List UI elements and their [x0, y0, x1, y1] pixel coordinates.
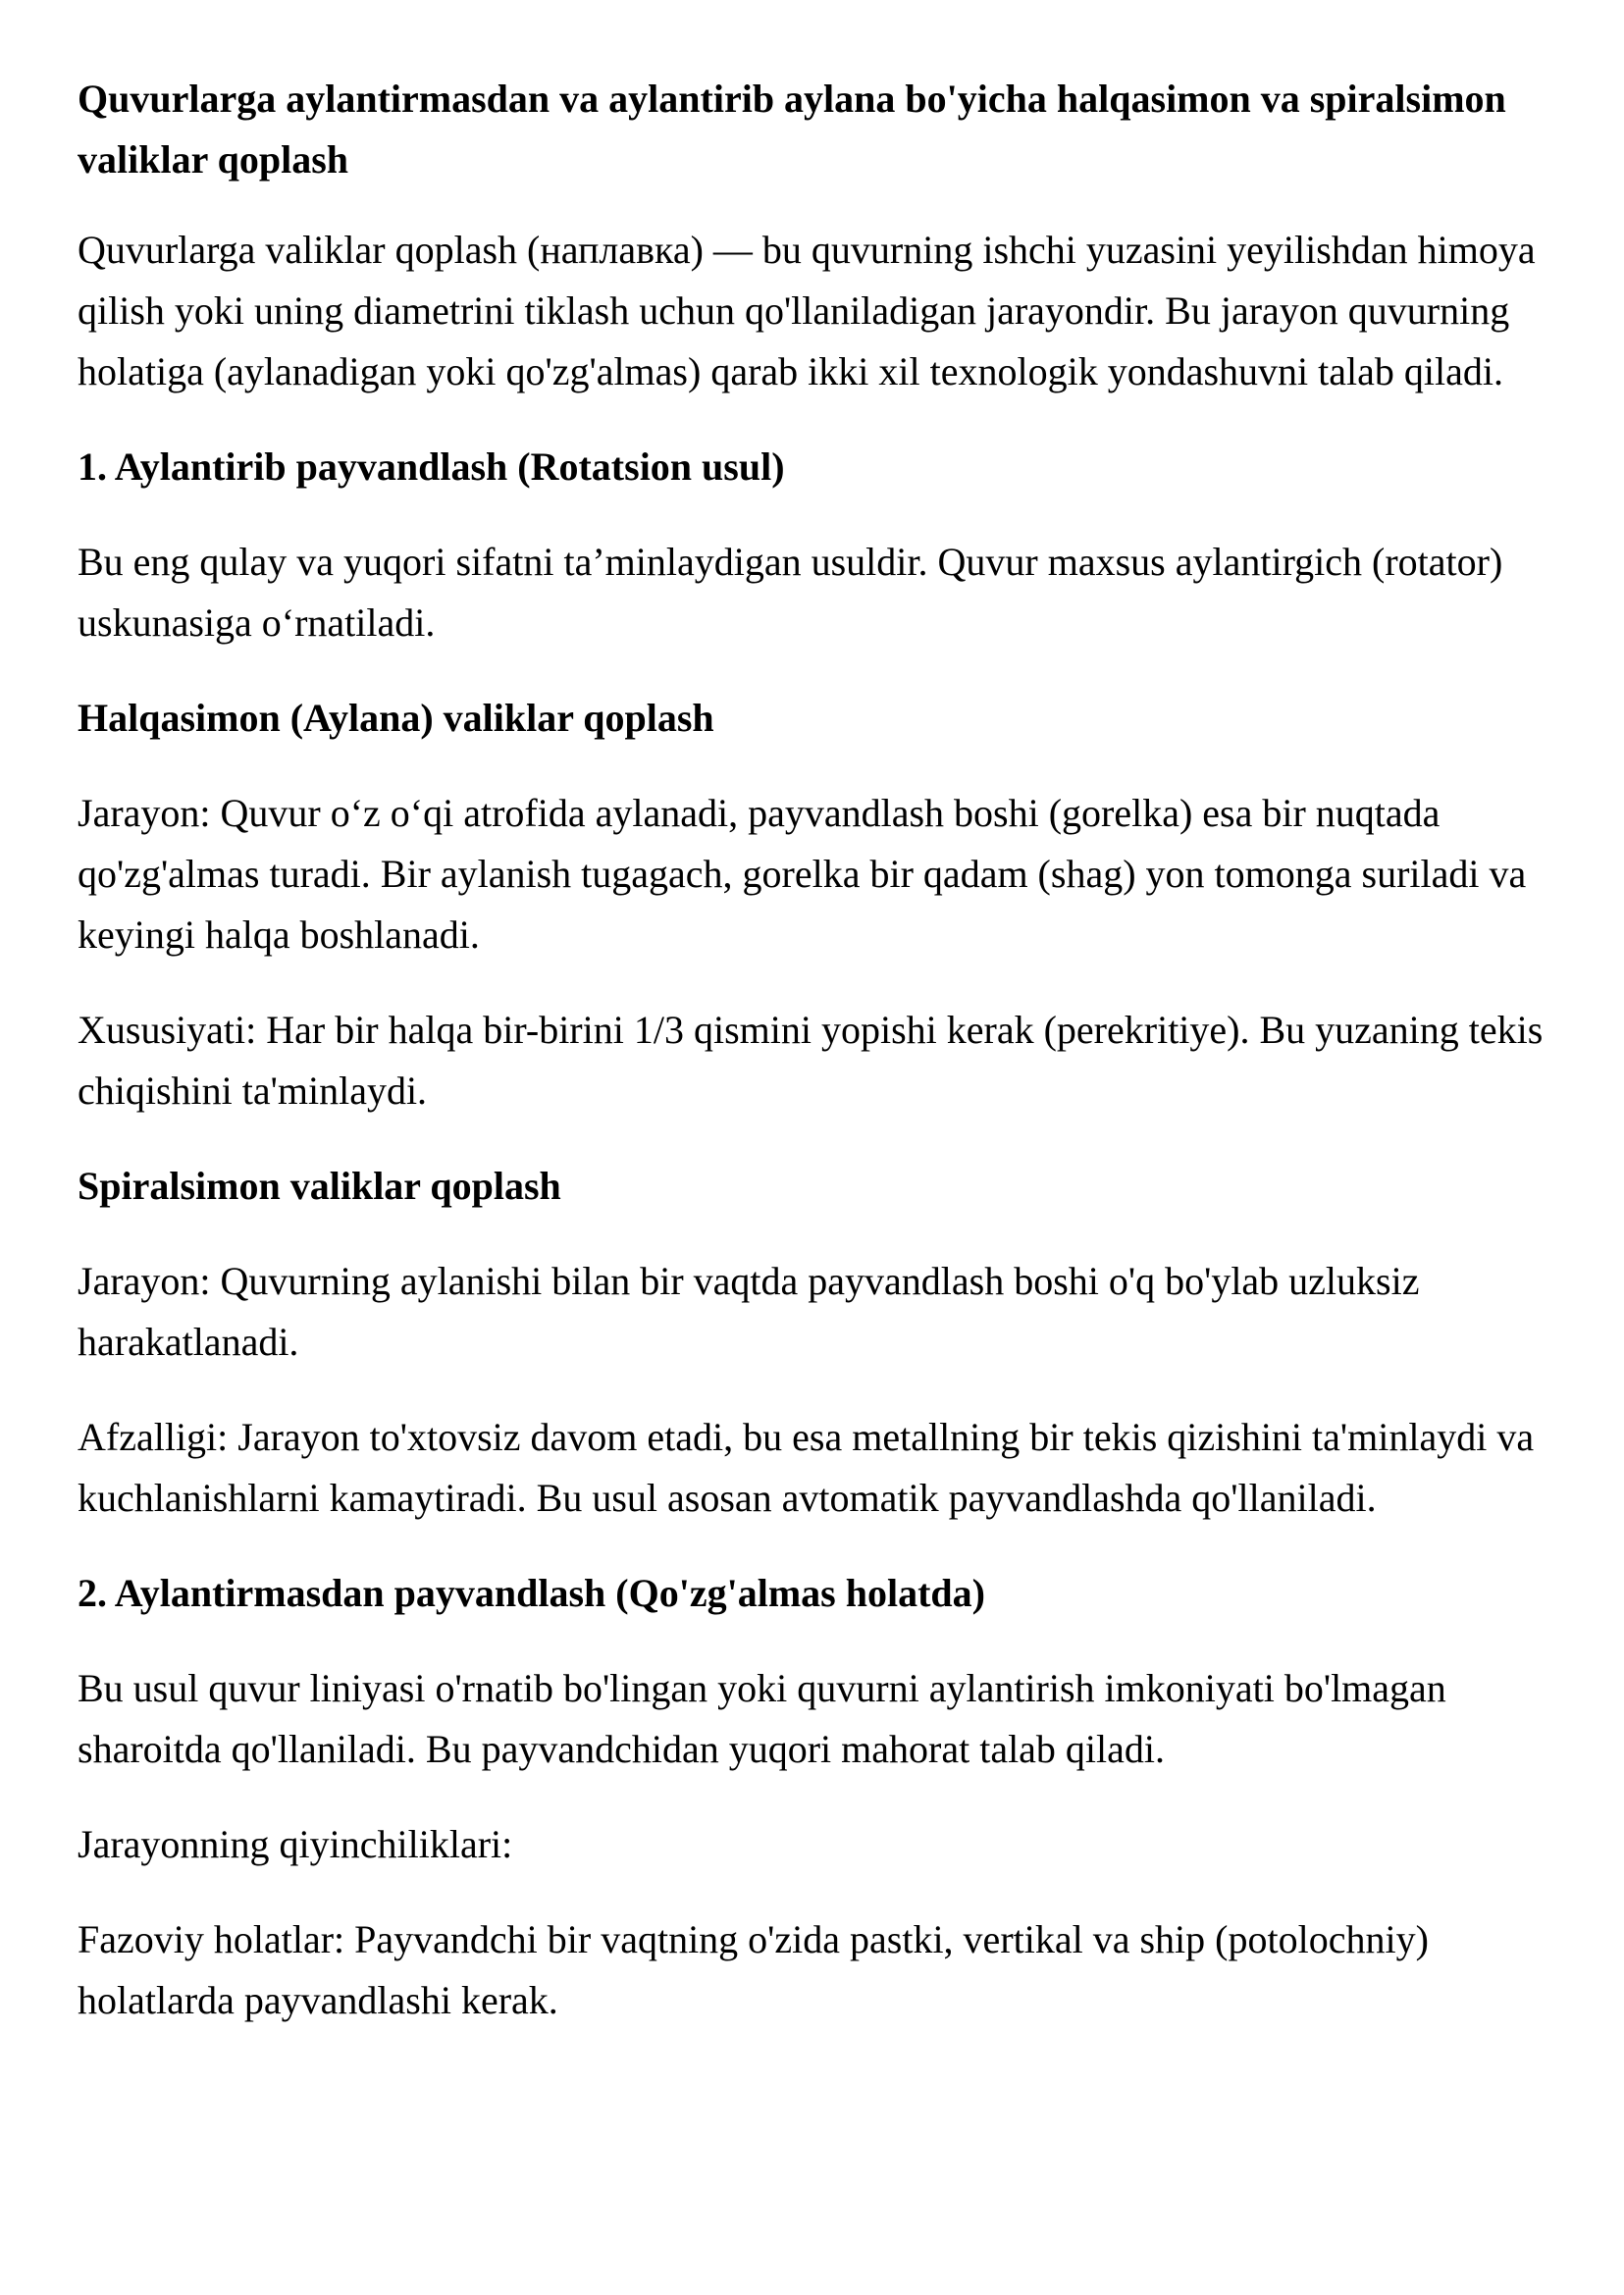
- ring-feature-paragraph: Xususiyati: Har bir halqa bir-birini 1/3 qismini yopishi kerak (perekritiye). Bu yuzaning tekis chiqishini ta'minlaydi.: [78, 1008, 1544, 1113]
- section-2-heading: 2. Aylantirmasdan payvandlash (Qo'zg'almas holatda): [78, 1571, 985, 1615]
- spiral-advantage-paragraph: Afzalligi: Jarayon to'xtovsiz davom etadi, bu esa metallning bir tekis qizishini ta'minlaydi va kuchlanishlarni kamaytiradi. Bu usul asosan avtomatik payvandlashda qo'llaniladi.: [78, 1415, 1535, 1520]
- section-1-paragraph: Bu eng qulay va yuqori sifatni ta’minlaydigan usuldir. Quvur maxsus aylantirgich (rotator) uskunasiga o‘rnatiladi.: [78, 540, 1503, 645]
- spiral-process-paragraph: Jarayon: Quvurning aylanishi bilan bir vaqtda payvandlash boshi o'q bo'ylab uzluksiz harakatlanadi.: [78, 1259, 1420, 1364]
- document-page: [78, 69, 1579, 2065]
- document-title: Quvurlarga aylantirmasdan va aylantirib aylana bo'yicha halqasimon va spiralsimon valiklar qoplash: [78, 77, 1506, 182]
- section-2-paragraph: Bu usul quvur liniyasi o'rnatib bo'lingan yoki quvurni aylantirish imkoniyati bo'lmagan sharoitda qo'llaniladi. Bu payvandchidan yuqori mahorat talab qiladi.: [78, 1666, 1446, 1771]
- ring-process-paragraph: Jarayon: Quvur o‘z o‘qi atrofida aylanadi, payvandlash boshi (gorelka) esa bir nuqtada qo'zg'almas turadi. Bir aylanish tugagach, gorelka bir qadam (shag) yon tomonga suriladi va keyingi halqa boshlanadi.: [78, 791, 1527, 957]
- ring-bead-heading: Halqasimon (Aylana) valiklar qoplash: [78, 696, 714, 740]
- intro-paragraph: Quvurlarga valiklar qoplash (наплавка) — bu quvurning ishchi yuzasini yeyilishdan himoya qilish yoki uning diametrini tiklash uchun qo'llaniladigan jarayondir. Bu jarayon quvurning holatiga (aylanadigan yoki qo'zg'almas) qarab ikki xil texnologik yondashuvni talab qiladi.: [78, 228, 1536, 393]
- difficulties-label: Jarayonning qiyinchiliklari:: [78, 1822, 513, 1866]
- spiral-bead-heading: Spiralsimon valiklar qoplash: [78, 1164, 561, 1208]
- section-1-heading: 1. Aylantirib payvandlash (Rotatsion usul): [78, 444, 785, 489]
- spatial-positions-paragraph: Fazoviy holatlar: Payvandchi bir vaqtning o'zida pastki, vertikal va ship (potolochniy) holatlarda payvandlashi kerak.: [78, 1917, 1429, 2022]
